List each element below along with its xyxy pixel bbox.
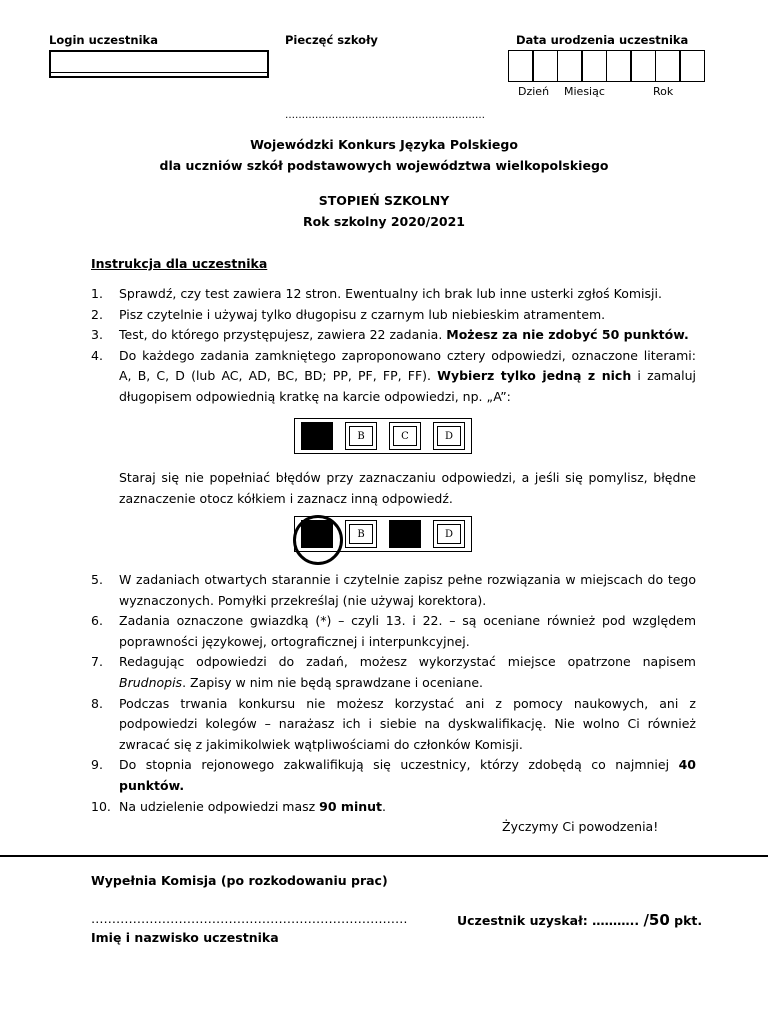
contest-title: Wojewódzki Konkurs Języka Polskiego (250, 137, 518, 152)
date-box[interactable] (557, 50, 583, 82)
item-number: 9. (91, 757, 103, 773)
score-label: Uczestnik uzyskał: ……….. (457, 913, 644, 928)
item-number: 3. (91, 327, 103, 343)
stamp-dotted-line: …………………………………………………… (285, 110, 485, 121)
list-item (91, 305, 696, 326)
answer-cell-filled (301, 422, 333, 450)
score-max: /50 (643, 911, 670, 929)
section-divider (0, 855, 768, 857)
item-number: 4. (91, 347, 103, 363)
item-text: W zadaniach otwartych starannie i czytelnie zapisz pełne rozwiązania w miejscach do tego wyznaczonych. Pomyłki przekreślaj (nie używaj korektora). (119, 572, 696, 608)
score-unit: pkt. (669, 913, 703, 928)
date-box[interactable] (679, 50, 705, 82)
date-box[interactable] (532, 50, 558, 82)
date-box[interactable] (630, 50, 656, 82)
correction-circle (293, 515, 343, 565)
item-number: 7. (91, 654, 103, 670)
answer-cell: B (345, 520, 377, 548)
list-item (91, 325, 696, 346)
example-answer-correct (294, 418, 472, 454)
year-label: Rok (653, 85, 674, 98)
date-box[interactable] (508, 50, 534, 82)
correction-note: Staraj się nie popełniać błędów przy zaznaczaniu odpowiedzi, a jeśli się pomylisz, błędne zaznaczenie otocz kółkiem i zaznacz inną odpowiedź. (119, 470, 696, 506)
list-item (91, 570, 696, 611)
list-item (91, 694, 696, 756)
item-number: 5. (91, 572, 103, 587)
stage-title: STOPIEŃ SZKOLNY (318, 193, 450, 208)
date-box[interactable] (581, 50, 607, 82)
day-label: Dzień (518, 85, 550, 98)
login-label: Login uczestnika (49, 33, 158, 47)
stamp-label: Pieczęć szkoły (285, 33, 378, 47)
item-text: Na udzielenie odpowiedzi masz 90 minut. (119, 798, 386, 814)
item-text: Redagując odpowiedzi do zadań, możesz wykorzystać miejsce opatrzone napisem Brudnopis. Zapisy w nim nie będą sprawdzane i oceniane. (119, 654, 696, 690)
list-item (91, 346, 696, 408)
item-number: 2. (91, 306, 103, 322)
school-year: Rok szkolny 2020/2021 (303, 214, 465, 229)
name-dotted-line[interactable]: …………………………………………………………….…… (91, 911, 408, 926)
answer-cell: D (433, 422, 465, 450)
answer-cell: B (345, 422, 377, 450)
list-item (91, 611, 696, 652)
good-luck-text: Życzymy Ci powodzenia! (502, 819, 659, 834)
instructions-list-b (91, 570, 696, 817)
commission-heading: Wypełnia Komisja (po rozkodowaniu prac) (91, 873, 388, 888)
list-item (91, 284, 696, 305)
score-field[interactable] (457, 911, 702, 929)
instructions-heading: Instrukcja dla uczestnika (91, 256, 268, 271)
instructions-list-a (91, 284, 696, 408)
birth-date-boxes[interactable] (509, 50, 705, 82)
item-number: 1. (91, 286, 103, 301)
list-item (91, 755, 696, 796)
item-text: Pisz czytelnie i używaj tylko długopisu z czarnym lub niebieskim atramentem. (119, 306, 606, 322)
name-label: Imię i nazwisko uczestnika (91, 930, 279, 945)
answer-cell: C (389, 422, 421, 450)
item-text: Do każdego zadania zamkniętego zaproponowano cztery odpowiedzi, oznaczone literami: A, B, C, D (lub AC, AD, BC, BD; PP, PF, FP, FF). Wybierz tylko jedną z nich i zamaluj długopisem odpowiednią kratkę na karcie odpowiedzi, np. „A”: (119, 347, 696, 404)
list-item (91, 652, 696, 693)
item-text: Test, do którego przystępujesz, zawiera 22 zadania. Możesz za nie zdobyć 50 punktów. (119, 327, 689, 343)
date-box[interactable] (655, 50, 681, 82)
answer-cell: D (433, 520, 465, 548)
month-label: Miesiąc (564, 85, 605, 98)
birth-date-label: Data urodzenia uczestnika (516, 33, 689, 47)
item-number: 10. (91, 798, 111, 814)
item-number: 8. (91, 695, 103, 711)
item-text: Zadania oznaczone gwiazdką (*) – czyli 13. i 22. – są oceniane również pod względem poprawności językowej, ortograficznej i interpunkcyjnej. (119, 613, 696, 649)
list-item (91, 797, 696, 818)
item-number: 6. (91, 613, 103, 629)
item-text: Do stopnia rejonowego zakwalifikują się uczestnicy, którzy zdobędą co najmniej 40 punktów. (119, 757, 696, 793)
contest-subtitle: dla uczniów szkół podstawowych województwa wielkopolskiego (159, 158, 609, 173)
answer-cell-filled (389, 520, 421, 548)
date-box[interactable] (606, 50, 632, 82)
login-field[interactable] (49, 50, 269, 78)
item-text: Podczas trwania konkursu nie możesz korzystać ani z pomocy naukowych, ani z podpowiedzi kolegów – narażasz ich i siebie na dyskwalifikację. Nie wolno Ci również zwracać się z jakimikolwiek wątpliwościami do członków Komisji. (119, 695, 696, 752)
item-text: Sprawdź, czy test zawiera 12 stron. Ewentualny ich brak lub inne usterki zgłoś Komisji. (119, 286, 662, 301)
